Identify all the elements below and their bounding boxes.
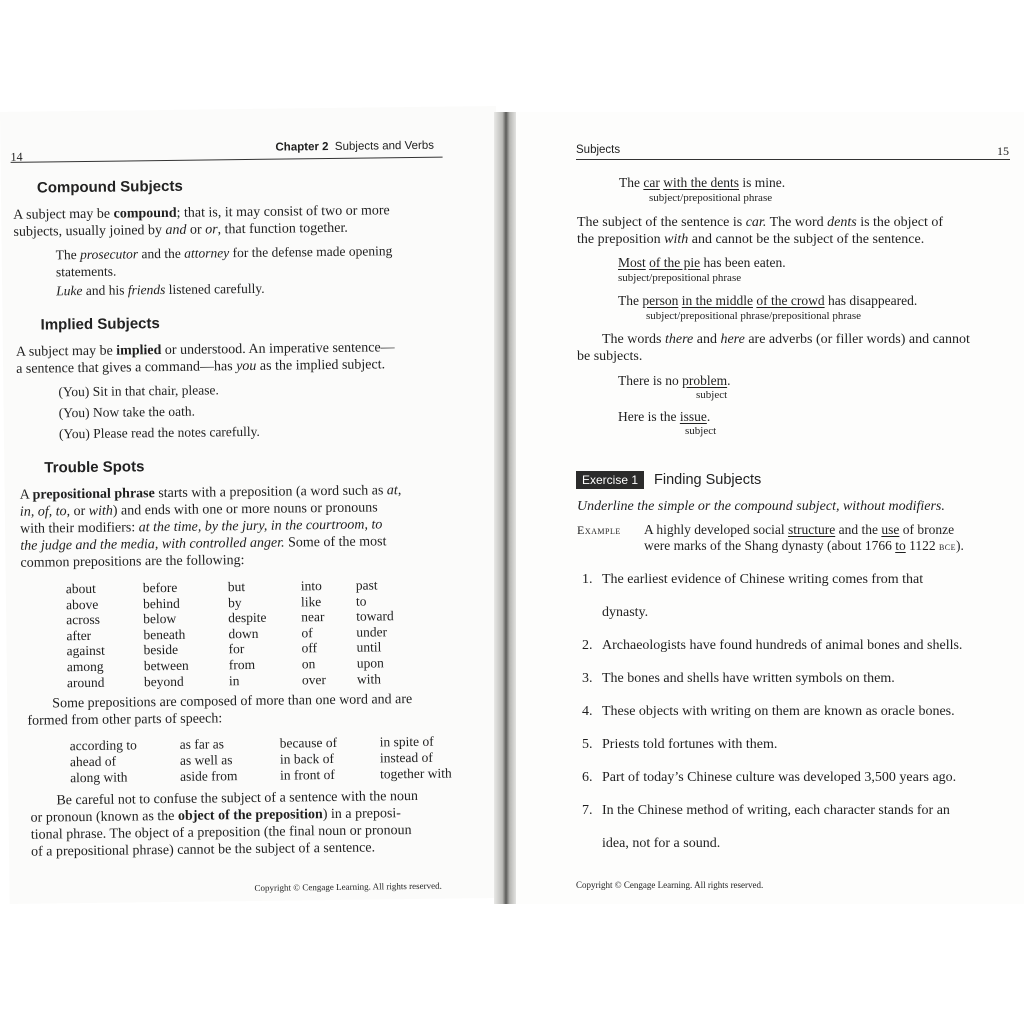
left-page (0, 106, 506, 904)
trouble-paragraph-line: the judge and the media, with controlled anger. Some of the most (20, 534, 387, 554)
example-sentence: The person in the middle of the crowd has disappeared. (618, 293, 918, 308)
exercise-badge: Exercise 1 (576, 471, 644, 489)
chapter-title: Subjects and Verbs (334, 139, 435, 153)
compound-example: The prosecutor and the attorney for the defense made opening (55, 243, 393, 263)
exercise-example: were marks of the Shang dynasty (about 1766 to 1122 bce). (644, 538, 964, 553)
exercise-item[interactable]: idea, not for a sound. (602, 836, 721, 851)
example-annotation: subject/prepositional phrase (618, 272, 742, 284)
trouble-paragraph-line: with their modifiers: at the time, by the jury, in the courtroom, to (20, 517, 383, 537)
example-sentence: There is no problem. (618, 373, 731, 388)
compound-prep-column: in spite of instead of together with (379, 733, 452, 782)
exercise-item-number: 7. (582, 803, 593, 818)
example-annotation: subject/prepositional phrase (649, 192, 773, 204)
final-paragraph-line: Be careful not to confuse the subject of a sentence with the noun (56, 788, 419, 809)
implied-example: (You) Sit in that chair, please. (58, 382, 219, 400)
implied-example: (You) Please read the notes carefully. (58, 423, 260, 442)
exercise-title: Finding Subjects (654, 472, 762, 488)
exercise-item-number: 6. (582, 770, 593, 785)
trouble-paragraph-line: common prepositions are the following: (20, 553, 245, 571)
page-number: 14 (10, 149, 23, 164)
explanation-line: the preposition with and cannot be the subject of the sentence. (577, 232, 925, 247)
compound-paragraph-line: A subject may be compound; that is, it may consist of two or more (13, 203, 390, 223)
exercise-item[interactable]: These objects with writing on them are known as oracle bones. (602, 704, 955, 719)
compound-prep-paragraph-line: formed from other parts of speech: (27, 711, 223, 729)
section-heading-trouble: Trouble Spots (44, 458, 145, 477)
compound-prep-column: according to ahead of along with (69, 737, 137, 786)
explanation-line: be subjects. (577, 349, 643, 364)
preposition-column: about above across after against among around (65, 580, 105, 690)
final-paragraph-line: or pronoun (known as the object of the preposition) in a preposi- (30, 806, 402, 826)
example-sentence: The car with the dents is mine. (619, 175, 786, 190)
example-annotation: subject (696, 389, 728, 401)
exercise-item[interactable]: Archaeologists have found hundreds of animal bones and shells. (602, 638, 963, 653)
exercise-item[interactable]: Priests told fortunes with them. (602, 737, 778, 752)
explanation-line: The words there and here are adverbs (or filler words) and cannot (602, 332, 970, 347)
header-rule (11, 157, 443, 163)
exercise-item-number: 1. (582, 572, 593, 587)
compound-prep-column: as far as as well as aside from (179, 736, 238, 784)
preposition-column: past to toward under until upon with (355, 577, 394, 687)
preposition-column: into like near of off on over (300, 578, 327, 687)
final-paragraph-line: of a prepositional phrase) cannot be the subject of a sentence. (30, 840, 376, 860)
compound-example: statements. (55, 263, 117, 280)
chapter-label: Chapter 2 (275, 140, 329, 154)
explanation-line: The subject of the sentence is car. The word dents is the object of (577, 215, 944, 230)
running-head: Subjects (576, 144, 621, 156)
page-number: 15 (997, 144, 1009, 158)
exercise-item-number: 2. (582, 638, 593, 653)
exercise-item[interactable]: Part of today’s Chinese culture was developed 3,500 years ago. (602, 770, 957, 785)
example-label: Example (577, 523, 621, 537)
trouble-paragraph-line: A prepositional phrase starts with a preposition (a word such as at, (19, 483, 402, 503)
running-head (275, 140, 434, 154)
exercise-example: A highly developed social structure and the use of bronze (644, 522, 955, 537)
exercise-item[interactable]: In the Chinese method of writing, each character stands for an (602, 803, 950, 818)
exercise-header (576, 471, 761, 489)
final-paragraph-line: tional phrase. The object of a preposition (the final noun or pronoun (30, 823, 412, 843)
exercise-item[interactable]: The earliest evidence of Chinese writing comes from that (602, 572, 924, 587)
compound-prep-paragraph-line: Some prepositions are composed of more than one word and are (52, 692, 413, 712)
implied-paragraph-line: a sentence that gives a command—has you as the implied subject. (16, 357, 386, 377)
example-annotation: subject/prepositional phrase/prepositional phrase (646, 310, 862, 322)
preposition-column: before behind below beneath beside between beyond (142, 579, 189, 689)
preposition-column: but by despite down for from in (227, 579, 267, 688)
exercise-item[interactable]: The bones and shells have written symbols on them. (602, 671, 895, 686)
exercise-item[interactable]: dynasty. (602, 605, 649, 620)
section-heading-implied: Implied Subjects (40, 315, 160, 334)
copyright: Copyright © Cengage Learning. All rights reserved. (254, 880, 442, 893)
section-heading-compound: Compound Subjects (36, 177, 183, 197)
book-gutter (494, 112, 518, 904)
example-sentence: Here is the issue. (618, 409, 711, 424)
header-rule (576, 159, 1010, 160)
exercise-item-number: 5. (582, 737, 593, 752)
compound-example: Luke and his friends listened carefully. (56, 280, 265, 299)
exercise-item-number: 4. (582, 704, 593, 719)
exercise-item-number: 3. (582, 671, 593, 686)
trouble-paragraph-line: in, of, to, or with) and ends with one or more nouns or pronouns (19, 500, 378, 520)
implied-example: (You) Now take the oath. (58, 403, 195, 421)
implied-paragraph-line: A subject may be implied or understood. An imperative sentence— (15, 340, 395, 360)
example-annotation: subject (685, 425, 717, 437)
compound-paragraph-line: subjects, usually joined by and or or, that function together. (13, 220, 348, 240)
example-sentence: Most of the pie has been eaten. (618, 255, 786, 270)
right-page (516, 112, 1024, 904)
exercise-instruction: Underline the simple or the compound subject, without modifiers. (577, 499, 945, 514)
copyright: Copyright © Cengage Learning. All rights reserved. (576, 880, 764, 890)
compound-prep-column: because of in back of in front of (279, 734, 338, 783)
